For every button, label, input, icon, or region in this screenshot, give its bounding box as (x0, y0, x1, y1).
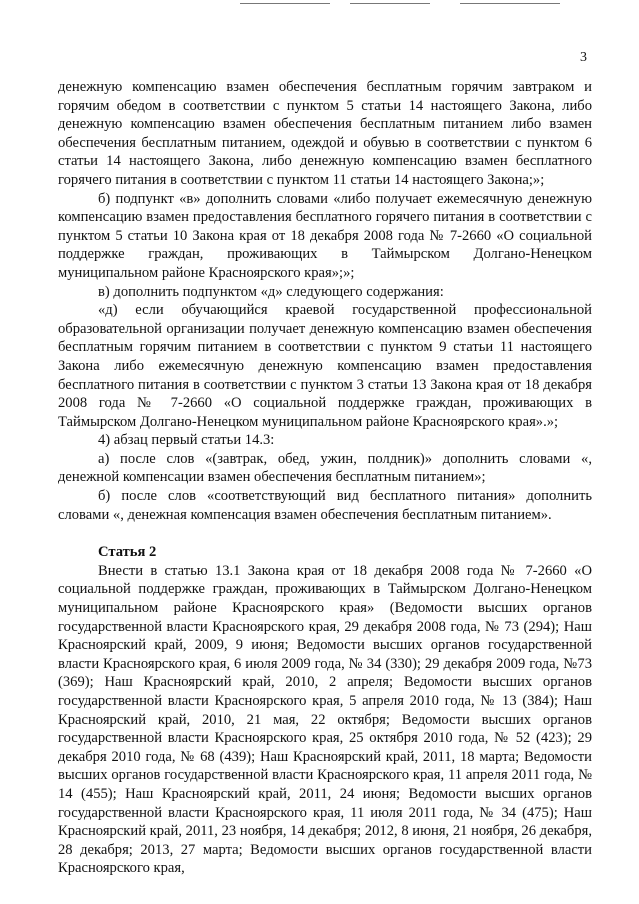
amendment-paragraph-v: в) дополнить подпунктом «д» следующего содержания: (98, 283, 444, 300)
amendment-paragraph-b: б) подпункт «в» дополнить словами «либо получает ежемесячную денежную компенсацию взамен предоставления бесплатного горячего питания в соответствии с пунктом 5 статьи 10 Закона края от 18 декабря 2008 года № 7-2660 «О социальной поддержке граждан, проживающих в Таймырском Долгано-Ненецком муниципальном районе Красноярского края»;»; (58, 190, 592, 281)
scan-top-rule-mid (350, 3, 430, 4)
scan-top-rule-left (240, 3, 330, 4)
page-number: 3 (580, 50, 587, 65)
amendment-paragraph-4b: б) после слов «соответствующий вид бесплатного питания» дополнить словами «, денежная компенсация взамен обеспечения бесплатным питанием». (58, 488, 592, 523)
amendment-paragraph-d: «д) если обучающийся краевой государственной профессиональной образовательной организации получает денежную компенсацию взамен обеспечения бесплатным горячим питанием в соответствии с пунктом 9 статьи 11 настоящего Закона либо ежемесячную денежную компенсацию взамен предоставления бесплатного питания в соответствии с пунктом 3 статьи 13 Закона края от 18 декабря 2008 года № 7-2660 «О социальной поддержке граждан, проживающих в Таймырском Долгано-Ненецком муниципальном районе Красноярского края».»; (58, 302, 592, 430)
amendment-paragraph-4a: а) после слов «(завтрак, обед, ужин, полдник)» дополнить словами «, денежной компенсации взамен обеспечения бесплатным питанием»; (58, 450, 592, 486)
scan-top-rule-right (460, 3, 560, 4)
article-heading: Статья 2 (98, 544, 157, 561)
amendment-paragraph-4: 4) абзац первый статьи 14.3: (98, 432, 275, 449)
continuation-paragraph: денежную компенсацию взамен обеспечения бесплатным горячим завтраком и горячим обедом в соответствии с пунктом 5 статьи 14 настоящего Закона, либо денежную компенсацию взамен обеспечения бесплатным питанием либо взамен обеспечения бесплатным питанием, одеждой и обувью в соответствии с пунктом 6 статьи 14 настоящего Закона, либо денежную компенсацию взамен бесплатного горячего питания в соответствии с пунктом 11 статьи 14 настоящего Закона;»; (58, 79, 592, 188)
document-body (58, 78, 592, 878)
article-paragraph: Внести в статью 13.1 Закона края от 18 декабря 2008 года № 7-2660 «О социальной поддержке граждан, проживающих в Таймырском Долгано-Ненецком муниципальном районе Красноярского края» (Ведомости высших органов государственной власти Красноярского края, 29 декабря 2008 года, № 73 (294); Наш Красноярский край, 2009, 9 июня; Ведомости высших органов государственной власти Красноярского края, 6 июля 2009 года, № 34 (330); 29 декабря 2009 года, №73 (369); Наш Красноярский край, 2010, 2 апреля; Ведомости высших органов государственной власти Красноярского края, 5 апреля 2010 года, № 13 (384); Наш Красноярский край, 2010, 21 мая, 22 октября; Ведомости высших органов государственной власти Красноярского края, 25 октября 2010 года, № 52 (423); 29 декабря 2010 года, № 68 (439); Наш Красноярский край, 2011, 18 марта; Ведомости высших органов государственной власти Красноярского края, 11 апреля 2011 года, № 14 (455); Наш Красноярский край, 2011, 24 июня; Ведомости высших органов государственной власти Красноярского края, 11 июля 2011 года, № 34 (475); Наш Красноярский край, 2011, 23 ноября, 14 декабря; 2012, 8 июня, 21 ноября, 26 декабря, 28 декабря; 2013, 27 марта; Ведомости высших органов государственной власти Красноярского края, (58, 562, 592, 877)
